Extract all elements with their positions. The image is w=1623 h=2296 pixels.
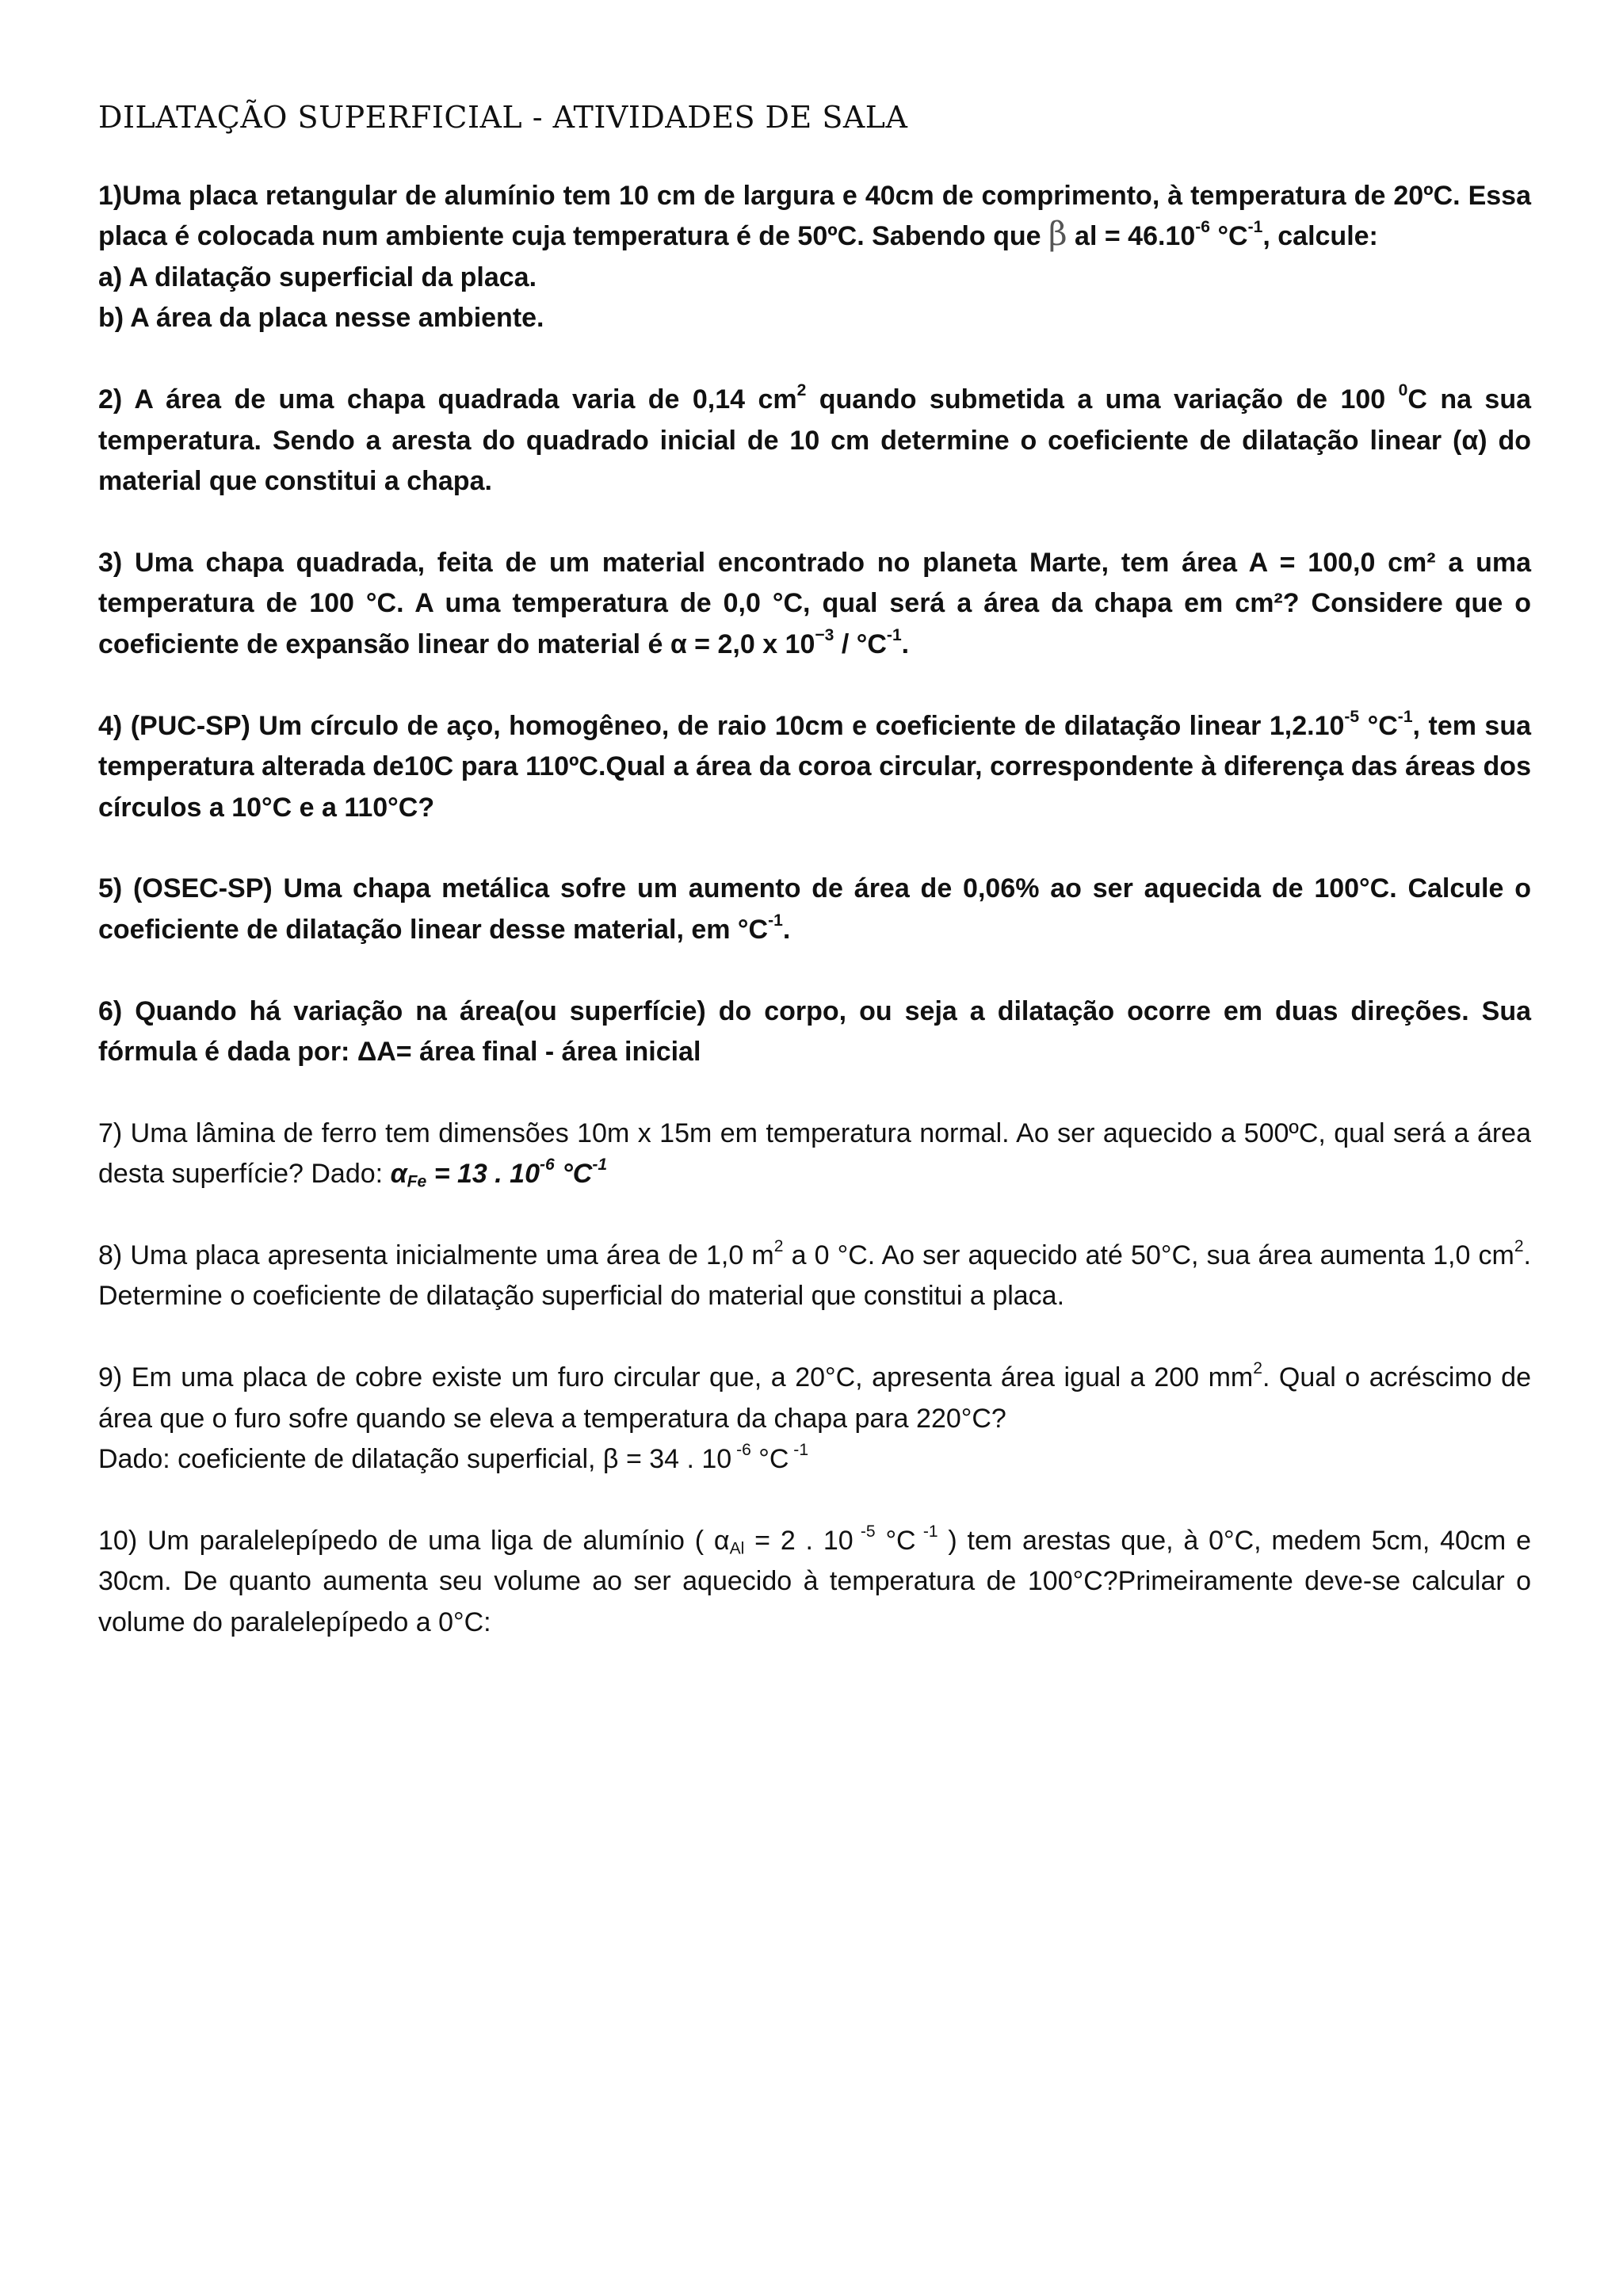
question-5: 5) (OSEC-SP) Uma chapa metálica sofre um aumento de área de 0,06% ao ser aquecida de 100°C. Calcule o coeficiente de dilatação linear desse material, em $^\circ C^{-1}$. [98,873,1531,945]
question-10: 10) Um paralelepípedo de uma liga de alumínio ( $\alpha_{Al} = 2$ . 10 $^{-5}$ °C $^{-1}$ ) tem arestas que, à 0°C, medem 5cm, 40cm e 30cm. De quanto aumenta seu volume ao ser aquecido à temperatura de 100°C?Primeiramente deve-se calcular o volume do paralelepípedo a 0°C: [98,1522,1531,1638]
question-2: 2) A área de uma chapa quadrada varia de 0,14 $cm^2$ quando submetida a uma variação de 100 $^0$C na sua temperatura. Sendo a aresta do quadrado inicial de 10 cm determine o coeficiente de dilatação linear (α) do material que constitui a chapa. [98,381,1531,497]
alpha-fe-symbol: $\alpha_{Fe} = 13$ . $10^{-6}$ $^\circ C^{-1}$ [390,1156,608,1191]
page-title: DILATAÇÃO SUPERFICIAL - ATIVIDADES DE SALA [98,100,908,135]
question-9-data-line: Dado: coeficiente de dilatação superficial, β = 34 . 10 $^{-6}$ °C $^{-1}$ [98,1441,809,1475]
question-8: 8) Uma placa apresenta inicialmente uma área de 1,0 $m^2$ a 0 °C. Ao ser aquecido até 50°C, sua área aumenta 1,0 $cm^2$. Determine o coeficiente de dilatação superficial do material que constitui a placa. [98,1237,1531,1312]
question-7: 7) Uma lâmina de ferro tem dimensões 10m x 15m em temperatura normal. Ao ser aquecido a 500ºC, qual será a área desta superfície? Dado: $\alpha_{Fe} = 13$ . $10^{-6}$ $^\circ C^{-1}$ [98,1117,1531,1191]
question-1 [98,176,1531,339]
question-3: 3) Uma chapa quadrada, feita de um material encontrado no planeta Marte, tem área A = 100,0 cm² a uma temperatura de 100 °C. A uma temperatura de 0,0 °C, qual será a área da chapa em cm²? Considere que o coeficiente de expansão linear do material é α = 2,0 x $10^{-3} / ^\circ C^{-1}$. [98,547,1531,659]
question-1-statement: 1)Uma placa retangular de alumínio tem 10 cm de largura e 40cm de comprimento, à temperatura de 20ºC. Essa placa é colocada num ambiente cuja temperatura é de 50ºC. Sabendo que β al = $46.10^{-6}$ $^\circ C^{-1}$, calcule: [98,180,1531,254]
question-1-item-a: a) A dilatação superficial da placa. [98,262,537,292]
beta-symbol: β [1048,215,1067,254]
document-page [98,89,1531,1644]
question-4: 4) (PUC-SP) Um círculo de aço, homogêneo, de raio 10cm e coeficiente de dilatação linear $1,2.10^{-5}$ $^\circ C^{-1}$, tem sua temperatura alterada de10C para 110ºC.Qual a área da coroa circular, correspondente à diferença das áreas dos círculos a 10°C e a 110°C? [98,707,1531,823]
question-1-item-b: b) A área da placa nesse ambiente. [98,303,544,334]
question-6: 6) Quando há variação na área(ou superfície) do corpo, ou seja a dilatação ocorre em duas direções. Sua fórmula é dada por: ΔA= área final - área inicial [98,995,1531,1068]
question-9: 9) Em uma placa de cobre existe um furo circular que, a 20°C, apresenta área igual a 200 $mm^2$. Qual o acréscimo de área que o furo sofre quando se eleva a temperatura da chapa para 220°C? Dado: coeficiente de dilatação superficial, β = 34 . 10 $^{-6}$ °C $^{-1}$ [98,1358,1531,1480]
